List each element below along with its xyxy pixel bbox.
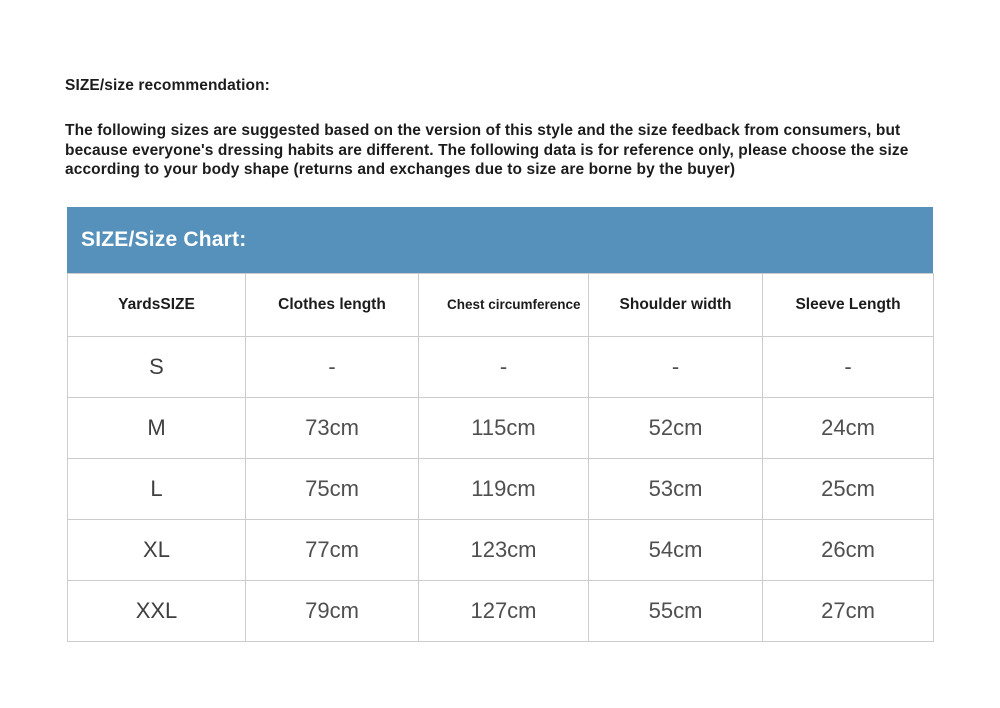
table-row-size-l: [68, 459, 934, 520]
size-label: XXL: [68, 581, 246, 642]
size-chart-table: [67, 273, 934, 642]
table-row-size-m: [68, 398, 934, 459]
size-label: L: [68, 459, 246, 520]
sleeve-length-value: 26cm: [763, 520, 934, 581]
column-header-clothes-length: Clothes length: [246, 274, 419, 337]
column-header-chest-circumference: Chest circumference: [419, 274, 589, 337]
sleeve-length-value: 24cm: [763, 398, 934, 459]
chest-circumference-value: -: [419, 337, 589, 398]
table-row-size-xl: [68, 520, 934, 581]
sleeve-length-value: 25cm: [763, 459, 934, 520]
size-recommendation-paragraph: The following sizes are suggested based on the version of this style and the size feedback from consumers, but because everyone's dressing habits are different. The following data is for reference only, please choose the size according to your body shape (returns and exchanges due to size are borne by the buyer): [65, 122, 909, 178]
chest-circumference-value: 119cm: [419, 459, 589, 520]
clothes-length-value: 73cm: [246, 398, 419, 459]
shoulder-width-value: 55cm: [589, 581, 763, 642]
size-table-header-row: [68, 274, 934, 337]
size-label: S: [68, 337, 246, 398]
size-recommendation-title: SIZE/size recommendation:: [65, 77, 270, 94]
chest-circumference-value: 123cm: [419, 520, 589, 581]
shoulder-width-value: 54cm: [589, 520, 763, 581]
sleeve-length-value: 27cm: [763, 581, 934, 642]
chest-circumference-value: 115cm: [419, 398, 589, 459]
table-row-size-s: [68, 337, 934, 398]
size-label: XL: [68, 520, 246, 581]
sleeve-length-value: -: [763, 337, 934, 398]
shoulder-width-value: 52cm: [589, 398, 763, 459]
column-header-shoulder-width: Shoulder width: [589, 274, 763, 337]
column-header-yards-size: YardsSIZE: [68, 274, 246, 337]
column-header-sleeve-length: Sleeve Length: [763, 274, 934, 337]
size-label: M: [68, 398, 246, 459]
table-row-size-xxl: [68, 581, 934, 642]
clothes-length-value: 75cm: [246, 459, 419, 520]
shoulder-width-value: 53cm: [589, 459, 763, 520]
shoulder-width-value: -: [589, 337, 763, 398]
clothes-length-value: 77cm: [246, 520, 419, 581]
clothes-length-value: -: [246, 337, 419, 398]
size-chart-header-bar: [67, 207, 933, 273]
chest-circumference-value: 127cm: [419, 581, 589, 642]
clothes-length-value: 79cm: [246, 581, 419, 642]
size-chart-header-label: SIZE/Size Chart:: [81, 228, 247, 251]
